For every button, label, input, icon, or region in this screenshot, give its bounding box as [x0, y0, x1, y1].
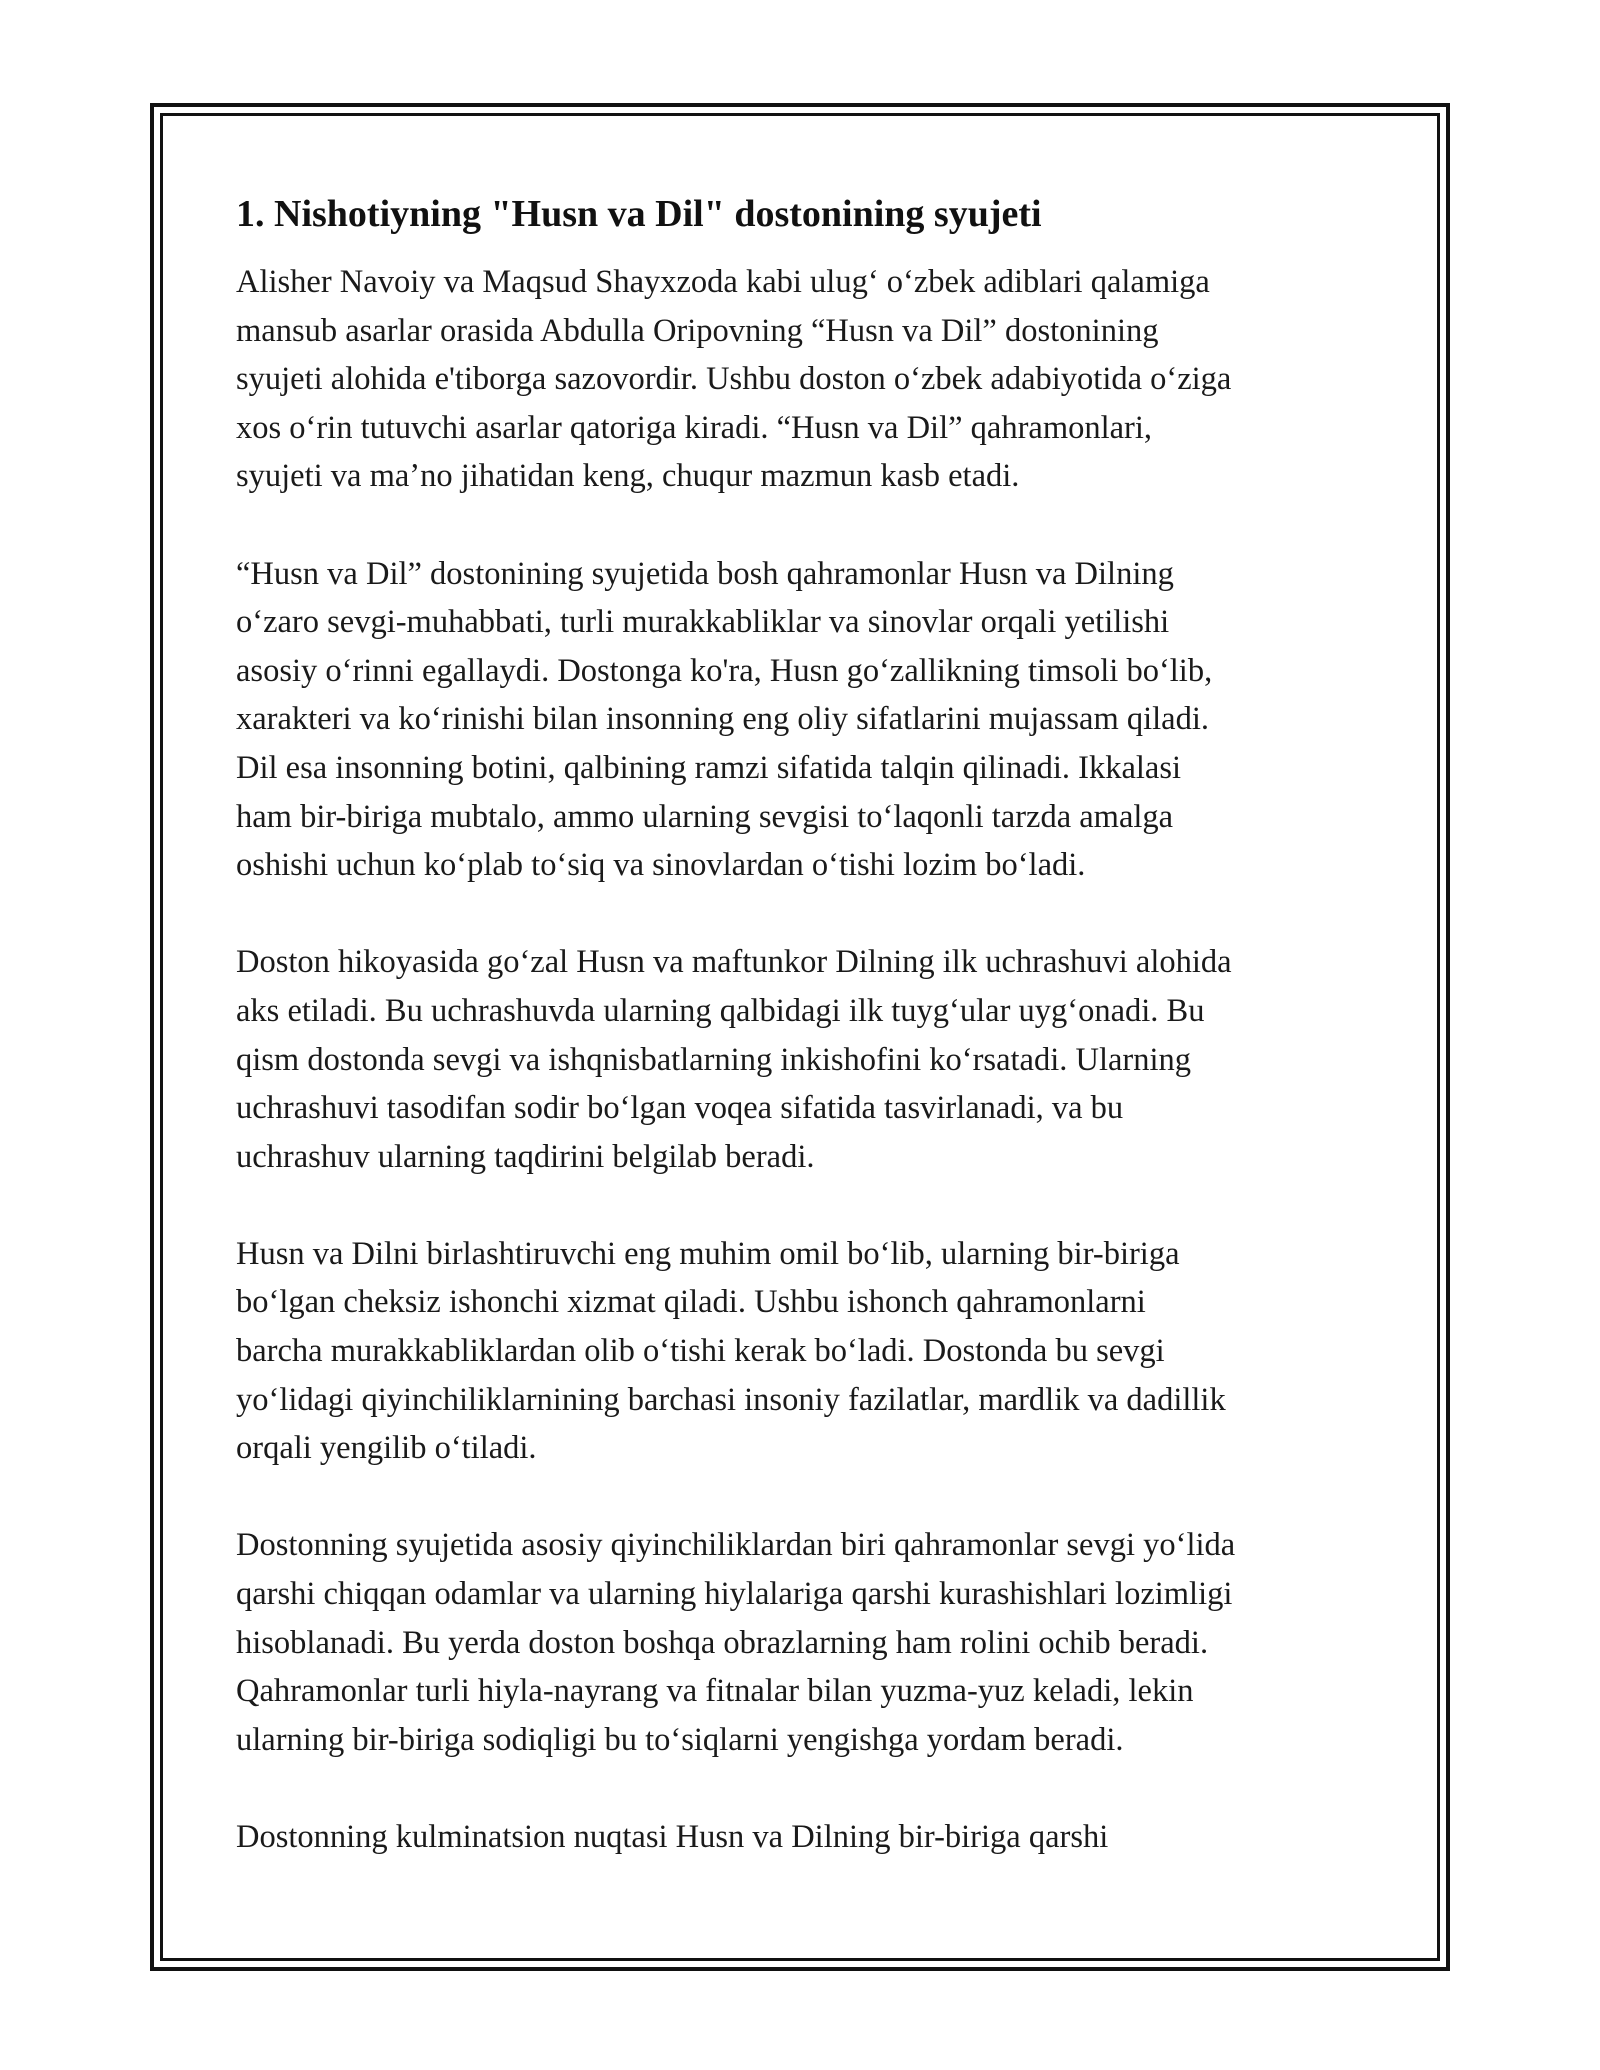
text-line: uchrashuvi tasodifan sodir boʻlgan voqea sifatida tasvirlanadi, va bu [236, 1090, 1124, 1127]
text-line: qarshi chiqqan odamlar va ularning hiylalariga qarshi kurashishlari lozimligi [236, 1576, 1233, 1613]
text-line: “Husn va Dil” dostonining syujetida bosh qahramonlar Husn va Dilning [236, 555, 1174, 592]
text-line: Dostonning kulminatsion nuqtasi Husn va Dilning bir-biriga qarshi [236, 1819, 1109, 1855]
text-line: boʻlgan cheksiz ishonchi xizmat qiladi. Ushbu ishonch qahramonlarni [236, 1284, 1146, 1321]
text-line: ham bir-biriga mubtalo, ammo ularning sevgisi toʻlaqonli tarzda amalga [236, 798, 1174, 835]
paragraph-3 [236, 938, 1376, 1181]
text-line: Dostonning syujetida asosiy qiyinchiliklardan biri qahramonlar sevgi yoʻlida [236, 1527, 1236, 1564]
text-line: Alisher Navoiy va Maqsud Shayxzoda kabi ulugʻ oʻzbek adiblari qalamiga [236, 264, 1210, 300]
text-line: oshishi uchun koʻplab toʻsiq va sinovlardan oʻtishi lozim boʻladi. [236, 847, 1086, 884]
text-line: Husn va Dilni birlashtiruvchi eng muhim omil boʻlib, ularning bir-biriga [236, 1235, 1180, 1272]
text-line: syujeti va maʼno jihatidan keng, chuqur mazmun kasb etadi. [236, 458, 1020, 495]
text-line: mansub asarlar orasida Abdulla Oripovning “Husn va Dil” dostonining [236, 312, 1159, 349]
document-body [236, 188, 1376, 1910]
text-line: ularning bir-biriga sodiqligi bu toʻsiqlarni yengishga yordam beradi. [236, 1721, 1124, 1758]
text-line: asosiy oʻrinni egallaydi. Dostonga ko'ra, Husn goʻzallikning timsoli boʻlib, [236, 652, 1213, 689]
text-line: Qahramonlar turli hiyla-nayrang va fitnalar bilan yuzma-yuz keladi, lekin [236, 1673, 1194, 1710]
text-line: Doston hikoyasida goʻzal Husn va maftunkor Dilning ilk uchrashuvi alohida [236, 944, 1232, 981]
text-line: uchrashuv ularning taqdirini belgilab beradi. [236, 1138, 815, 1175]
text-line: aks etiladi. Bu uchrashuvda ularning qalbidagi ilk tuygʻular uygʻonadi. Bu [236, 992, 1205, 1029]
text-line: orqali yengilib oʻtiladi. [236, 1430, 537, 1467]
text-line: syujeti alohida e'tiborga sazovordir. Ushbu doston oʻzbek adabiyotida oʻziga [236, 361, 1232, 398]
text-line: barcha murakkabliklardan olib oʻtishi kerak boʻladi. Dostonda bu sevgi [236, 1333, 1165, 1370]
document-title: 1. Nishotiyning "Husn va Dil" dostonining syujeti [236, 193, 1042, 235]
paragraph-1 [236, 258, 1376, 501]
text-line: hisoblanadi. Bu yerda doston boshqa obrazlarning ham rolini ochib beradi. [236, 1624, 1209, 1661]
paragraph-2 [236, 550, 1376, 890]
text-line: oʻzaro sevgi-muhabbati, turli murakkabliklar va sinovlar orqali yetilishi [236, 604, 1170, 641]
text-line: xos oʻrin tutuvchi asarlar qatoriga kiradi. “Husn va Dil” qahramonlari, [236, 409, 1153, 446]
paragraph-4 [236, 1230, 1376, 1473]
paragraph-6 [236, 1813, 1376, 1862]
text-line: qism dostonda sevgi va ishqnisbatlarning inkishofini koʻrsatadi. Ularning [236, 1041, 1192, 1078]
text-line: xarakteri va koʻrinishi bilan insonning eng oliy sifatlarini mujassam qiladi. [236, 701, 1210, 738]
text-line: yoʻlidagi qiyinchiliklarnining barchasi insoniy fazilatlar, mardlik va dadillik [236, 1381, 1226, 1418]
text-line: Dil esa insonning botini, qalbining ramzi sifatida talqin qilinadi. Ikkalasi [236, 749, 1182, 786]
paragraph-5 [236, 1521, 1376, 1764]
